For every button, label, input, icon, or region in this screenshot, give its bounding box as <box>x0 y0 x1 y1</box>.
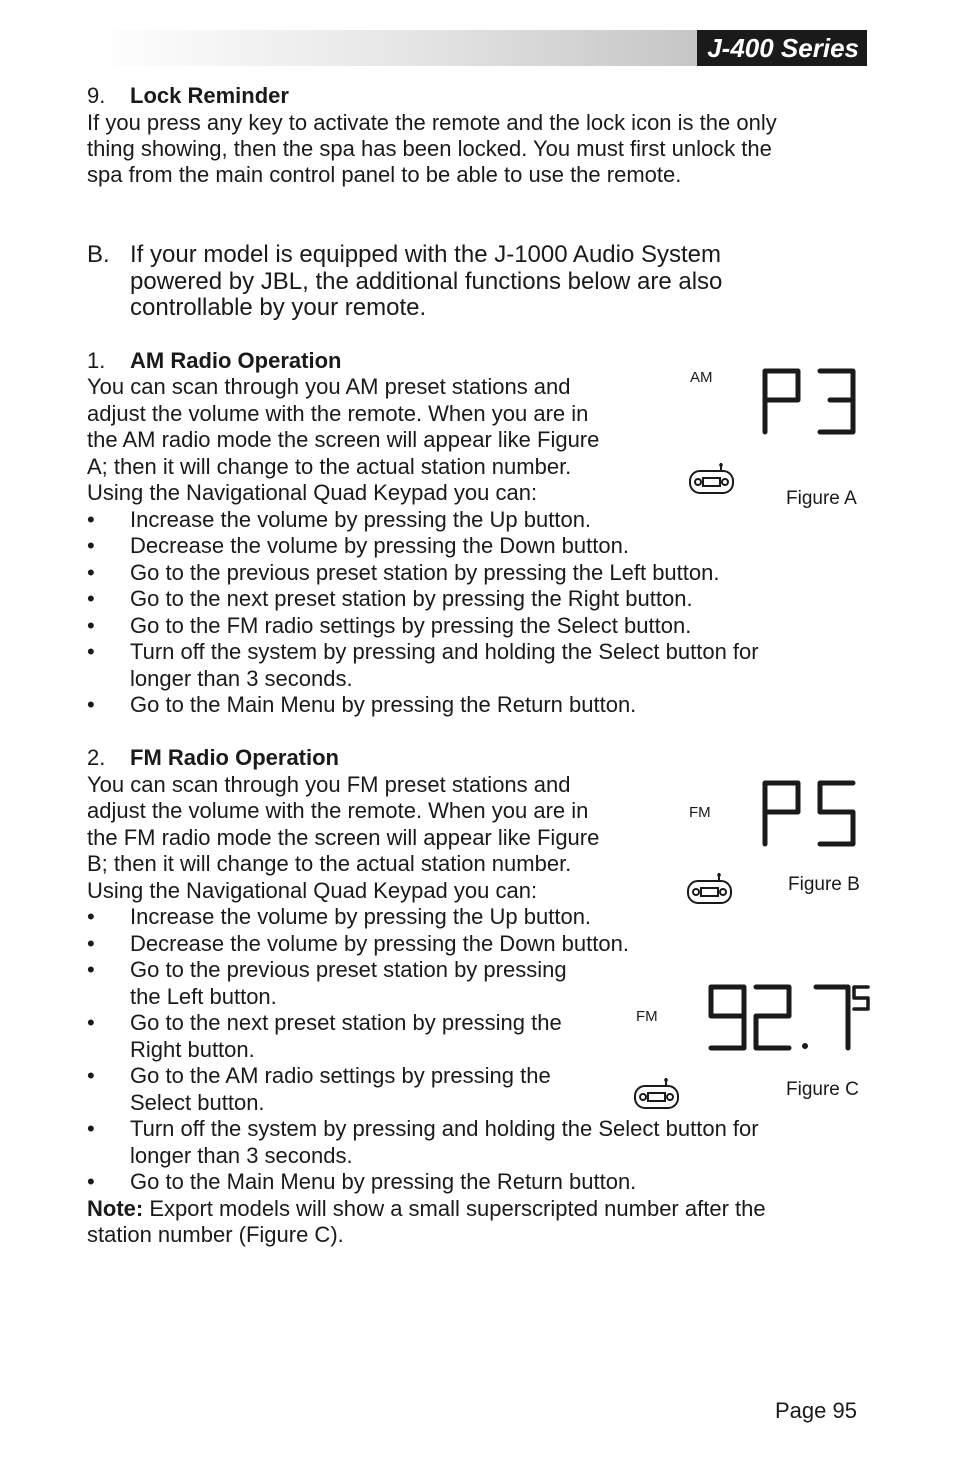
figure-b-caption: Figure B <box>788 874 860 895</box>
lock-reminder-line: thing showing, then the spa has been locked. You must first unlock the <box>87 136 772 161</box>
section-b-line: powered by JBL, the additional functions below are also <box>130 268 723 295</box>
figure-a-caption: Figure A <box>786 488 857 509</box>
am-paragraph-line: the AM radio mode the screen will appear like Figure <box>87 427 600 452</box>
list-item-text: Go to the AM radio settings by pressing the <box>130 1063 551 1088</box>
lock-reminder-line: spa from the main control panel to be able to use the remote. <box>87 162 682 187</box>
list-item-text: Increase the volume by pressing the Up button. <box>130 507 592 532</box>
list-item-text: Turn off the system by pressing and holding the Select button for <box>130 639 759 664</box>
fm-paragraph-line: the FM radio mode the screen will appear like Figure <box>87 825 600 850</box>
fm-paragraph-line: Using the Navigational Quad Keypad you can: <box>87 878 538 903</box>
note-label: Note: <box>87 1196 144 1221</box>
list-item-continuation: longer than 3 seconds. <box>130 666 353 691</box>
fm-paragraph-line: B; then it will change to the actual station number. <box>87 851 572 876</box>
list-item-text: Go to the previous preset station by pressing the Left button. <box>130 560 720 585</box>
list-item-text: Go to the next preset station by pressing the Right button. <box>130 586 693 611</box>
list-item-text: Go to the Main Menu by pressing the Return button. <box>130 692 637 717</box>
figure-a-band-label: AM <box>690 369 713 386</box>
fm-heading: FM Radio Operation <box>130 745 339 770</box>
figure-c-caption: Figure C <box>786 1079 859 1100</box>
figure-b-lcd-display <box>762 780 858 848</box>
list-item-text: Increase the volume by pressing the Up button. <box>130 904 592 929</box>
note-text: Export models will show a small superscripted number after the <box>143 1196 766 1221</box>
section-b-line: controllable by your remote. <box>130 294 427 321</box>
figure-b-band-label: FM <box>689 804 711 821</box>
lock-reminder-number: 9. <box>87 83 106 108</box>
list-item-continuation: the Left button. <box>130 984 277 1009</box>
figure-c-lcd-display <box>708 984 870 1052</box>
section-b-line: If your model is equipped with the J-1000 Audio System <box>130 241 721 268</box>
list-item-text: Decrease the volume by pressing the Down button. <box>130 931 629 956</box>
fm-number: 2. <box>87 745 106 770</box>
radio-icon <box>634 1078 680 1110</box>
am-paragraph-line: Using the Navigational Quad Keypad you can: <box>87 480 538 505</box>
radio-icon <box>687 873 733 905</box>
list-item-continuation: Right button. <box>130 1037 255 1062</box>
lock-reminder-line: If you press any key to activate the remote and the lock icon is the only <box>87 110 777 135</box>
list-item-text: Turn off the system by pressing and holding the Select button for <box>130 1116 759 1141</box>
list-item-text: Decrease the volume by pressing the Down button. <box>130 533 629 558</box>
list-item-continuation: longer than 3 seconds. <box>130 1143 353 1168</box>
list-item-text: Go to the next preset station by pressing the <box>130 1010 562 1035</box>
radio-icon <box>689 463 735 495</box>
figure-a-lcd-display <box>762 368 858 436</box>
list-item-text: Go to the Main Menu by pressing the Return button. <box>130 1169 637 1194</box>
page-number: Page 95 <box>775 1398 857 1423</box>
am-paragraph-line: A; then it will change to the actual station number. <box>87 454 572 479</box>
note-line <box>87 1196 766 1223</box>
header-bar <box>94 30 867 66</box>
am-paragraph-line: adjust the volume with the remote. When you are in <box>87 401 589 426</box>
fm-paragraph-line: You can scan through you FM preset stations and <box>87 772 571 797</box>
figure-c-band-label: FM <box>636 1008 658 1025</box>
am-number: 1. <box>87 348 106 373</box>
list-item-continuation: Select button. <box>130 1090 265 1115</box>
header-title: J-400 Series <box>697 30 867 66</box>
am-heading: AM Radio Operation <box>130 348 342 373</box>
note-line: station number (Figure C). <box>87 1222 344 1247</box>
section-b-letter: B. <box>87 241 110 268</box>
lock-reminder-heading: Lock Reminder <box>130 83 289 108</box>
fm-paragraph-line: adjust the volume with the remote. When you are in <box>87 798 589 823</box>
am-paragraph-line: You can scan through you AM preset stations and <box>87 374 571 399</box>
list-item-text: Go to the previous preset station by pressing <box>130 957 567 982</box>
list-item-text: Go to the FM radio settings by pressing the Select button. <box>130 613 692 638</box>
